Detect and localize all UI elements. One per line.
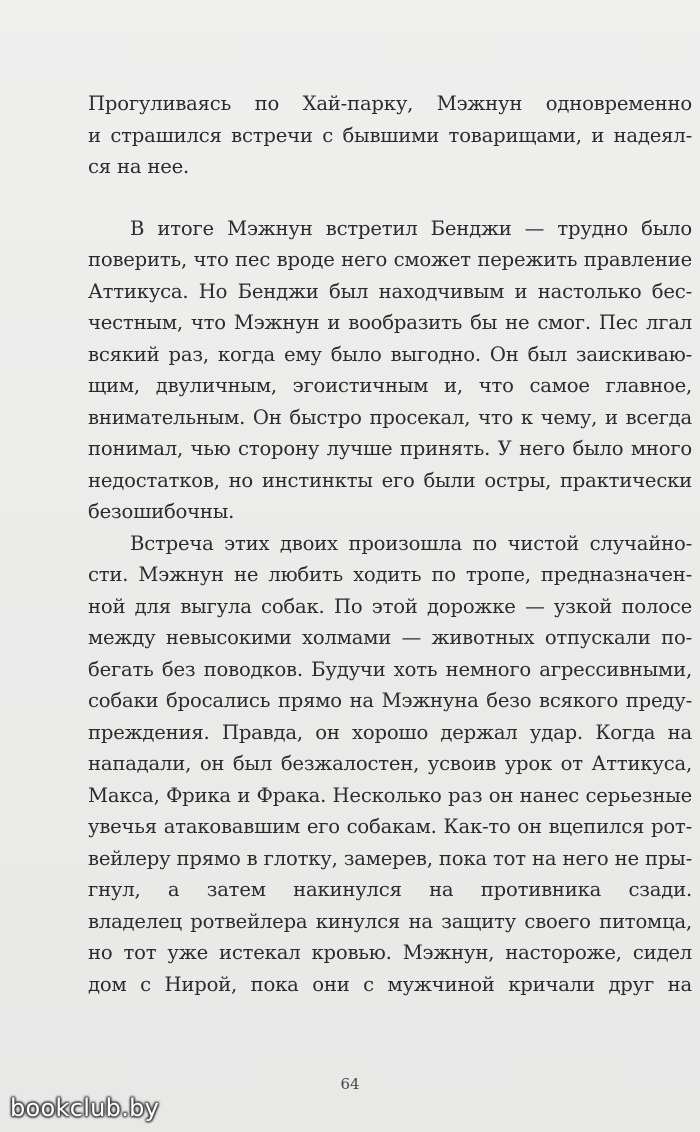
text-line: увечья атаковавшим его собакам. Как-то он вцепился рот- bbox=[88, 815, 692, 838]
text-line: Прогуливаясь по Хай-парку, Мэжнун одновременно bbox=[88, 92, 692, 115]
text-line: ся на нее. bbox=[88, 155, 190, 178]
page-number: 64 bbox=[340, 1075, 360, 1093]
text-line: собаки бросались прямо на Мэжнуна безо всякого преду- bbox=[88, 689, 692, 712]
text-line: дом с Нирой, пока они с мужчиной кричали друг на bbox=[88, 972, 692, 996]
text-line: сти. Мэжнун не любить ходить по тропе, предназначен- bbox=[88, 563, 692, 586]
text-line: внимательным. Он быстро просекал, что к чему, и всегда bbox=[88, 405, 692, 429]
text-line: нападали, он был безжалостен, усвоив урок от Аттикуса, bbox=[88, 752, 692, 775]
text-line: честным, что Мэжнун и вообразить бы не смог. Пес лгал bbox=[88, 311, 692, 334]
text-line: понимал, чью сторону лучше принять. У него было много bbox=[88, 437, 692, 460]
text-line: щим, двуличным, эгоистичным и, что самое главное, bbox=[88, 374, 692, 397]
text-line: Встреча этих двоих произошла по чистой случайно- bbox=[130, 531, 692, 555]
text-line: гнул, а затем накинулся на противника сзади. bbox=[88, 878, 692, 901]
text-line: но тот уже истекал кровью. Мэжнун, настороже, сидел bbox=[88, 941, 692, 964]
text-line: Аттикуса. Но Бенджи был находчивым и настолько бес- bbox=[88, 279, 692, 303]
text-line: всякий раз, когда ему было выгодно. Он был заискиваю- bbox=[88, 342, 692, 366]
text-line: владелец ротвейлера кинулся на защиту своего питомца, bbox=[88, 909, 692, 933]
text-line: поверить, что пес вроде него сможет пережить правление bbox=[88, 248, 692, 271]
text-line: и страшился встречи с бывшими товарищами, и надеял- bbox=[88, 123, 692, 147]
text-line: ной для выгула собак. По этой дорожке — узкой полосе bbox=[88, 594, 692, 618]
watermark: bookclub.by bbox=[10, 1094, 160, 1122]
paragraph-gap bbox=[88, 183, 692, 213]
text-line: недостатков, но инстинкты его были остры, практически bbox=[88, 468, 692, 492]
body-text bbox=[88, 88, 692, 1000]
text-line: Макса, Фрика и Фрака. Несколько раз он нанес серьезные bbox=[88, 783, 692, 807]
text-line: между невысокими холмами — животных отпускали по- bbox=[88, 626, 692, 649]
text-line: бегать без поводков. Будучи хоть немного агрессивными, bbox=[88, 657, 692, 681]
text-line: преждения. Правда, он хорошо держал удар. Когда на bbox=[88, 720, 692, 744]
text-line: В итоге Мэжнун встретил Бенджи — трудно было bbox=[130, 216, 692, 240]
text-line: вейлеру прямо в глотку, замерев, пока тот на него не пры- bbox=[88, 846, 692, 870]
text-line: безошибочны. bbox=[88, 500, 235, 523]
